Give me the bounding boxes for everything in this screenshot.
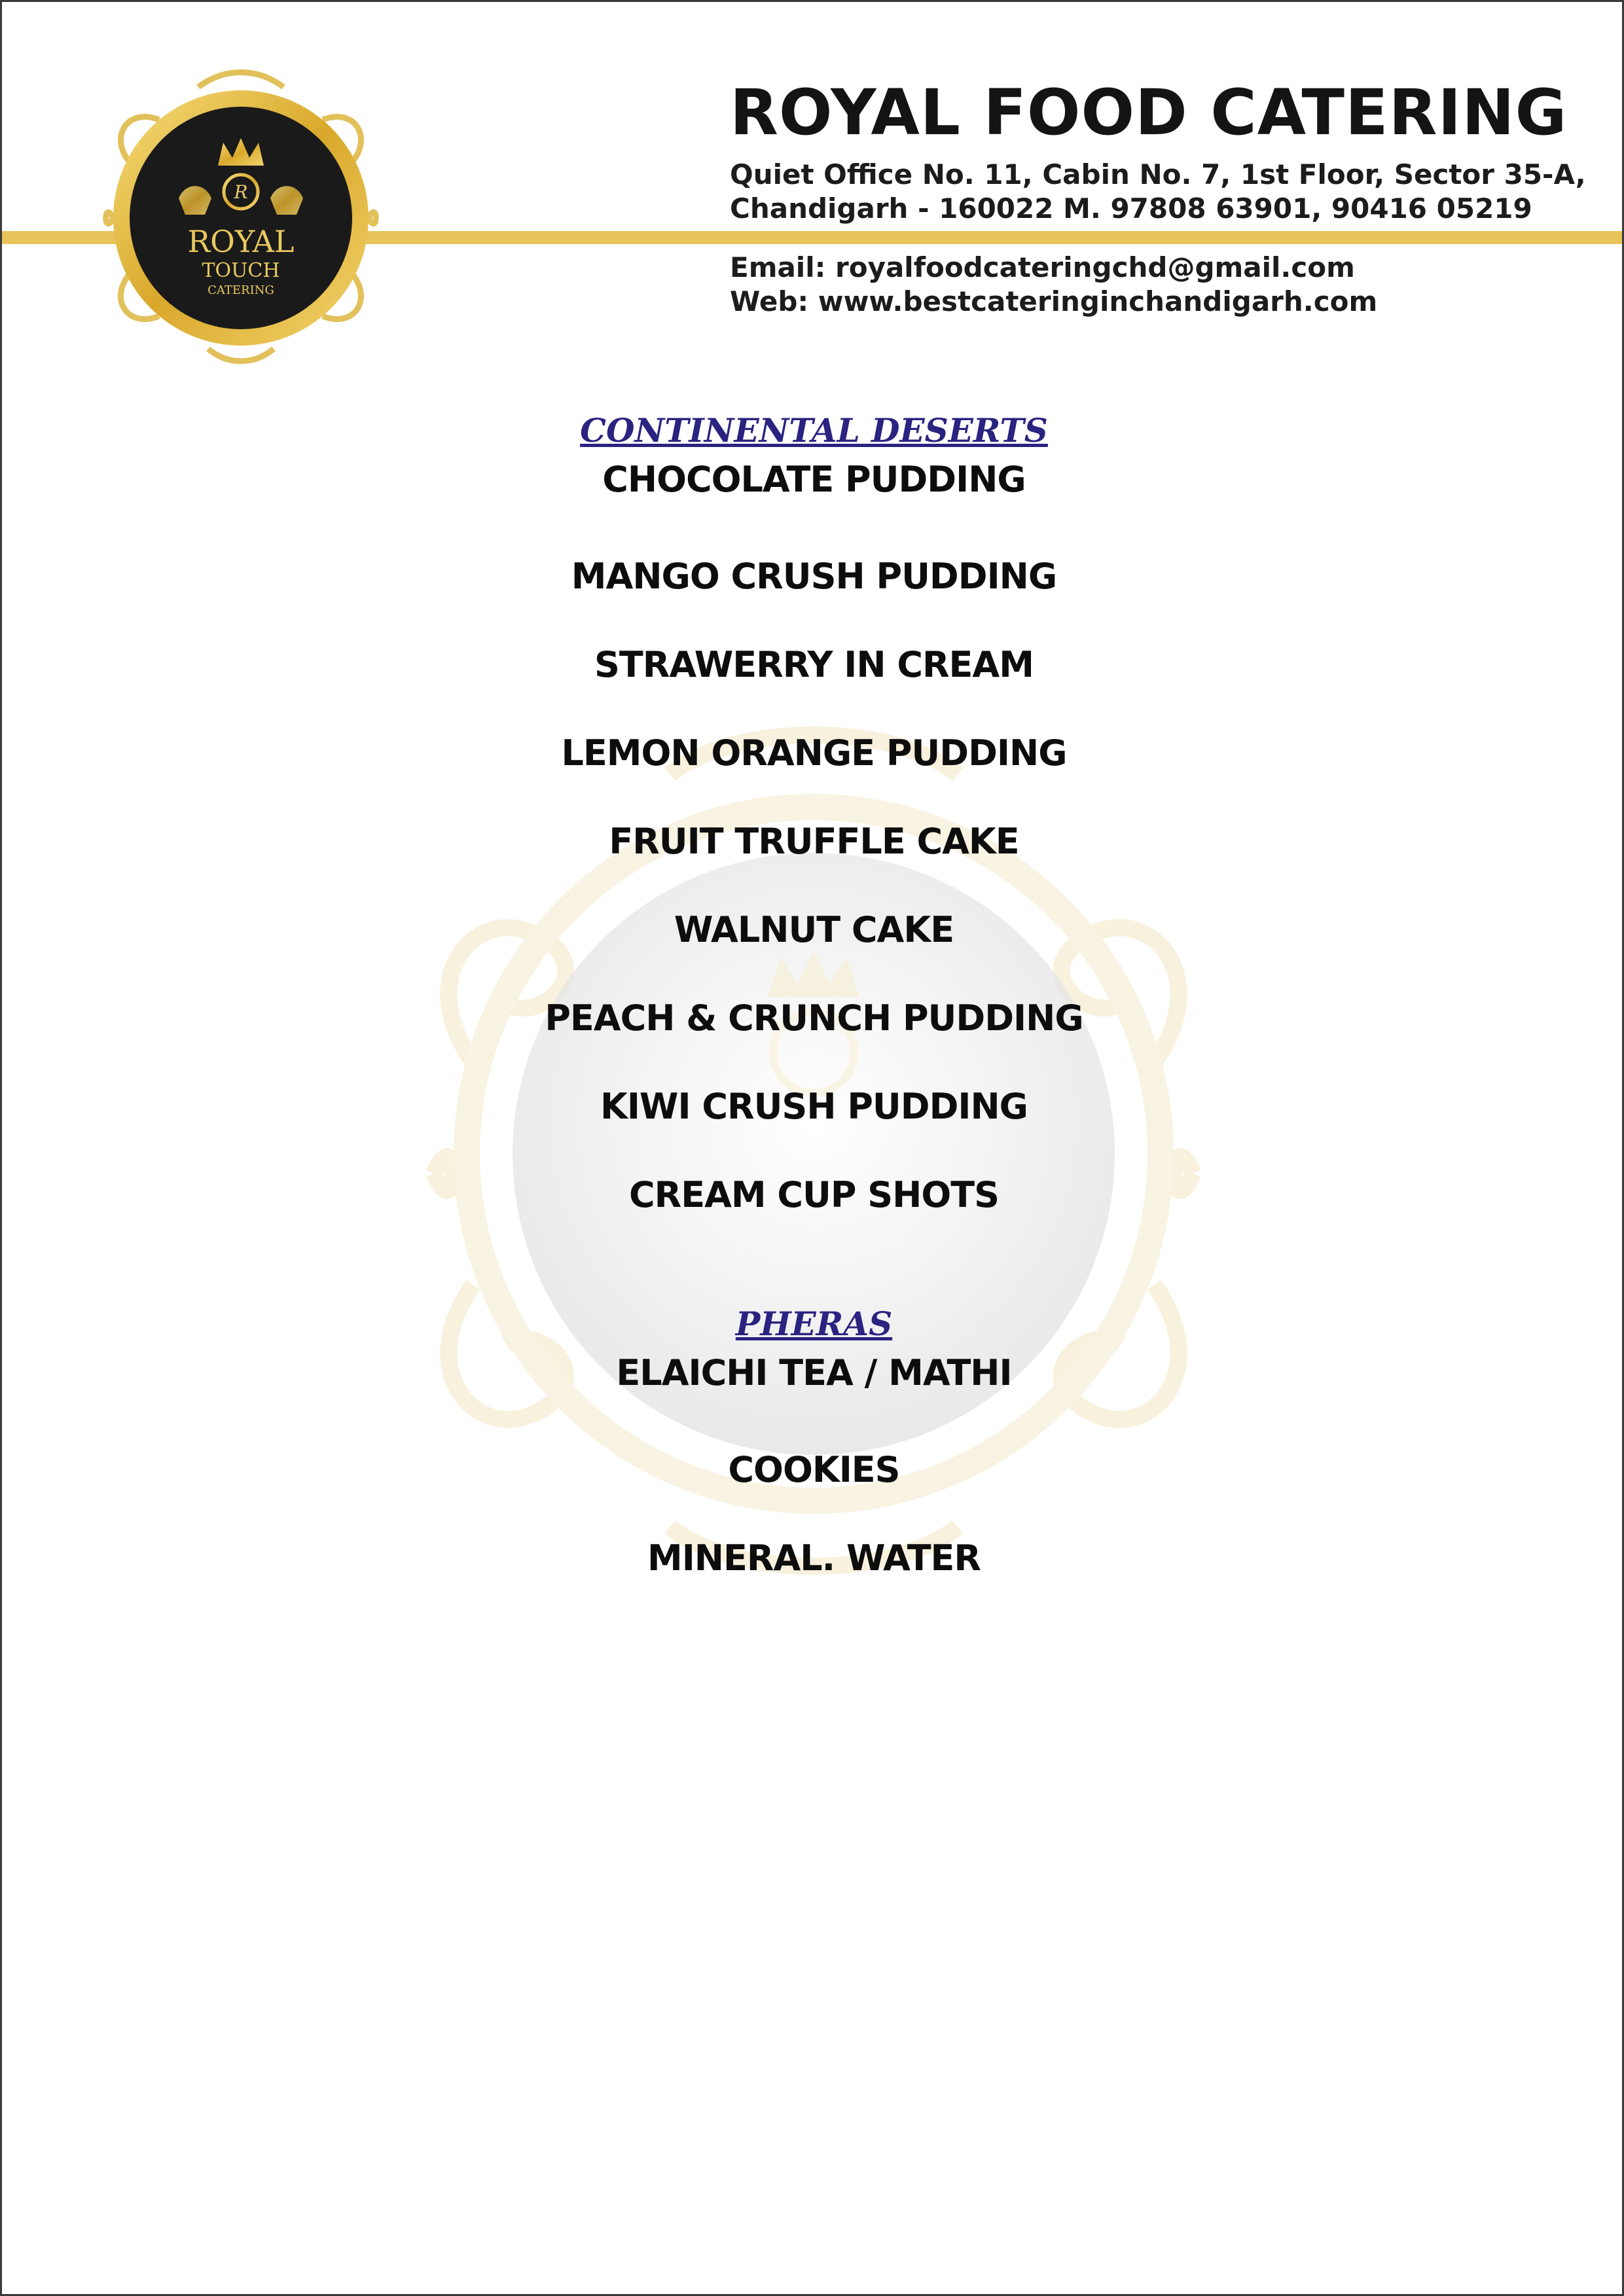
menu-item: CREAM CUP SHOTS	[629, 1174, 999, 1215]
menu-item: KIWI CRUSH PUDDING	[600, 1086, 1028, 1127]
logo-word-royal: ROYAL	[187, 224, 295, 259]
company-name: ROYAL FOOD CATERING	[730, 76, 1568, 149]
menu-item: LEMON ORANGE PUDDING	[561, 732, 1067, 774]
menu-list	[2, 408, 1624, 1602]
company-email: Email: royalfoodcateringchd@gmail.com	[730, 251, 1355, 283]
menu-item: MINERAL. WATER	[647, 1537, 981, 1579]
menu-item: FRUIT TRUFFLE CAKE	[609, 821, 1019, 862]
menu-item: STRAWERRY IN CREAM	[594, 644, 1034, 685]
logo-word-catering: CATERING	[208, 283, 274, 297]
logo-word-touch: TOUCH	[202, 259, 280, 282]
section-spacer	[2, 1239, 1624, 1301]
company-web: Web: www.bestcateringinchandigarh.com	[730, 285, 1378, 317]
menu-item: CHOCOLATE PUDDING	[602, 459, 1026, 500]
menu-item: MANGO CRUSH PUDDING	[571, 556, 1057, 597]
menu-item: PEACH & CRUNCH PUDDING	[545, 997, 1083, 1039]
company-header	[730, 74, 1620, 226]
company-address-line1: Quiet Office No. 11, Cabin No. 7, 1st Floor, Sector 35-A,	[730, 158, 1586, 190]
menu-item: COOKIES	[728, 1449, 900, 1490]
menu-item: WALNUT CAKE	[674, 909, 954, 950]
section-heading-pheras: PHERAS	[735, 1304, 893, 1343]
company-address-line2: Chandigarh - 160022 M. 97808 63901, 90416 05219	[730, 192, 1532, 224]
company-contact	[730, 251, 1377, 319]
menu-item: ELAICHI TEA / MATHI	[616, 1352, 1012, 1393]
royal-touch-logo	[100, 67, 382, 368]
section-heading-continental-deserts: CONTINENTAL DESERTS	[580, 411, 1048, 450]
logo-initial: R	[234, 181, 248, 203]
